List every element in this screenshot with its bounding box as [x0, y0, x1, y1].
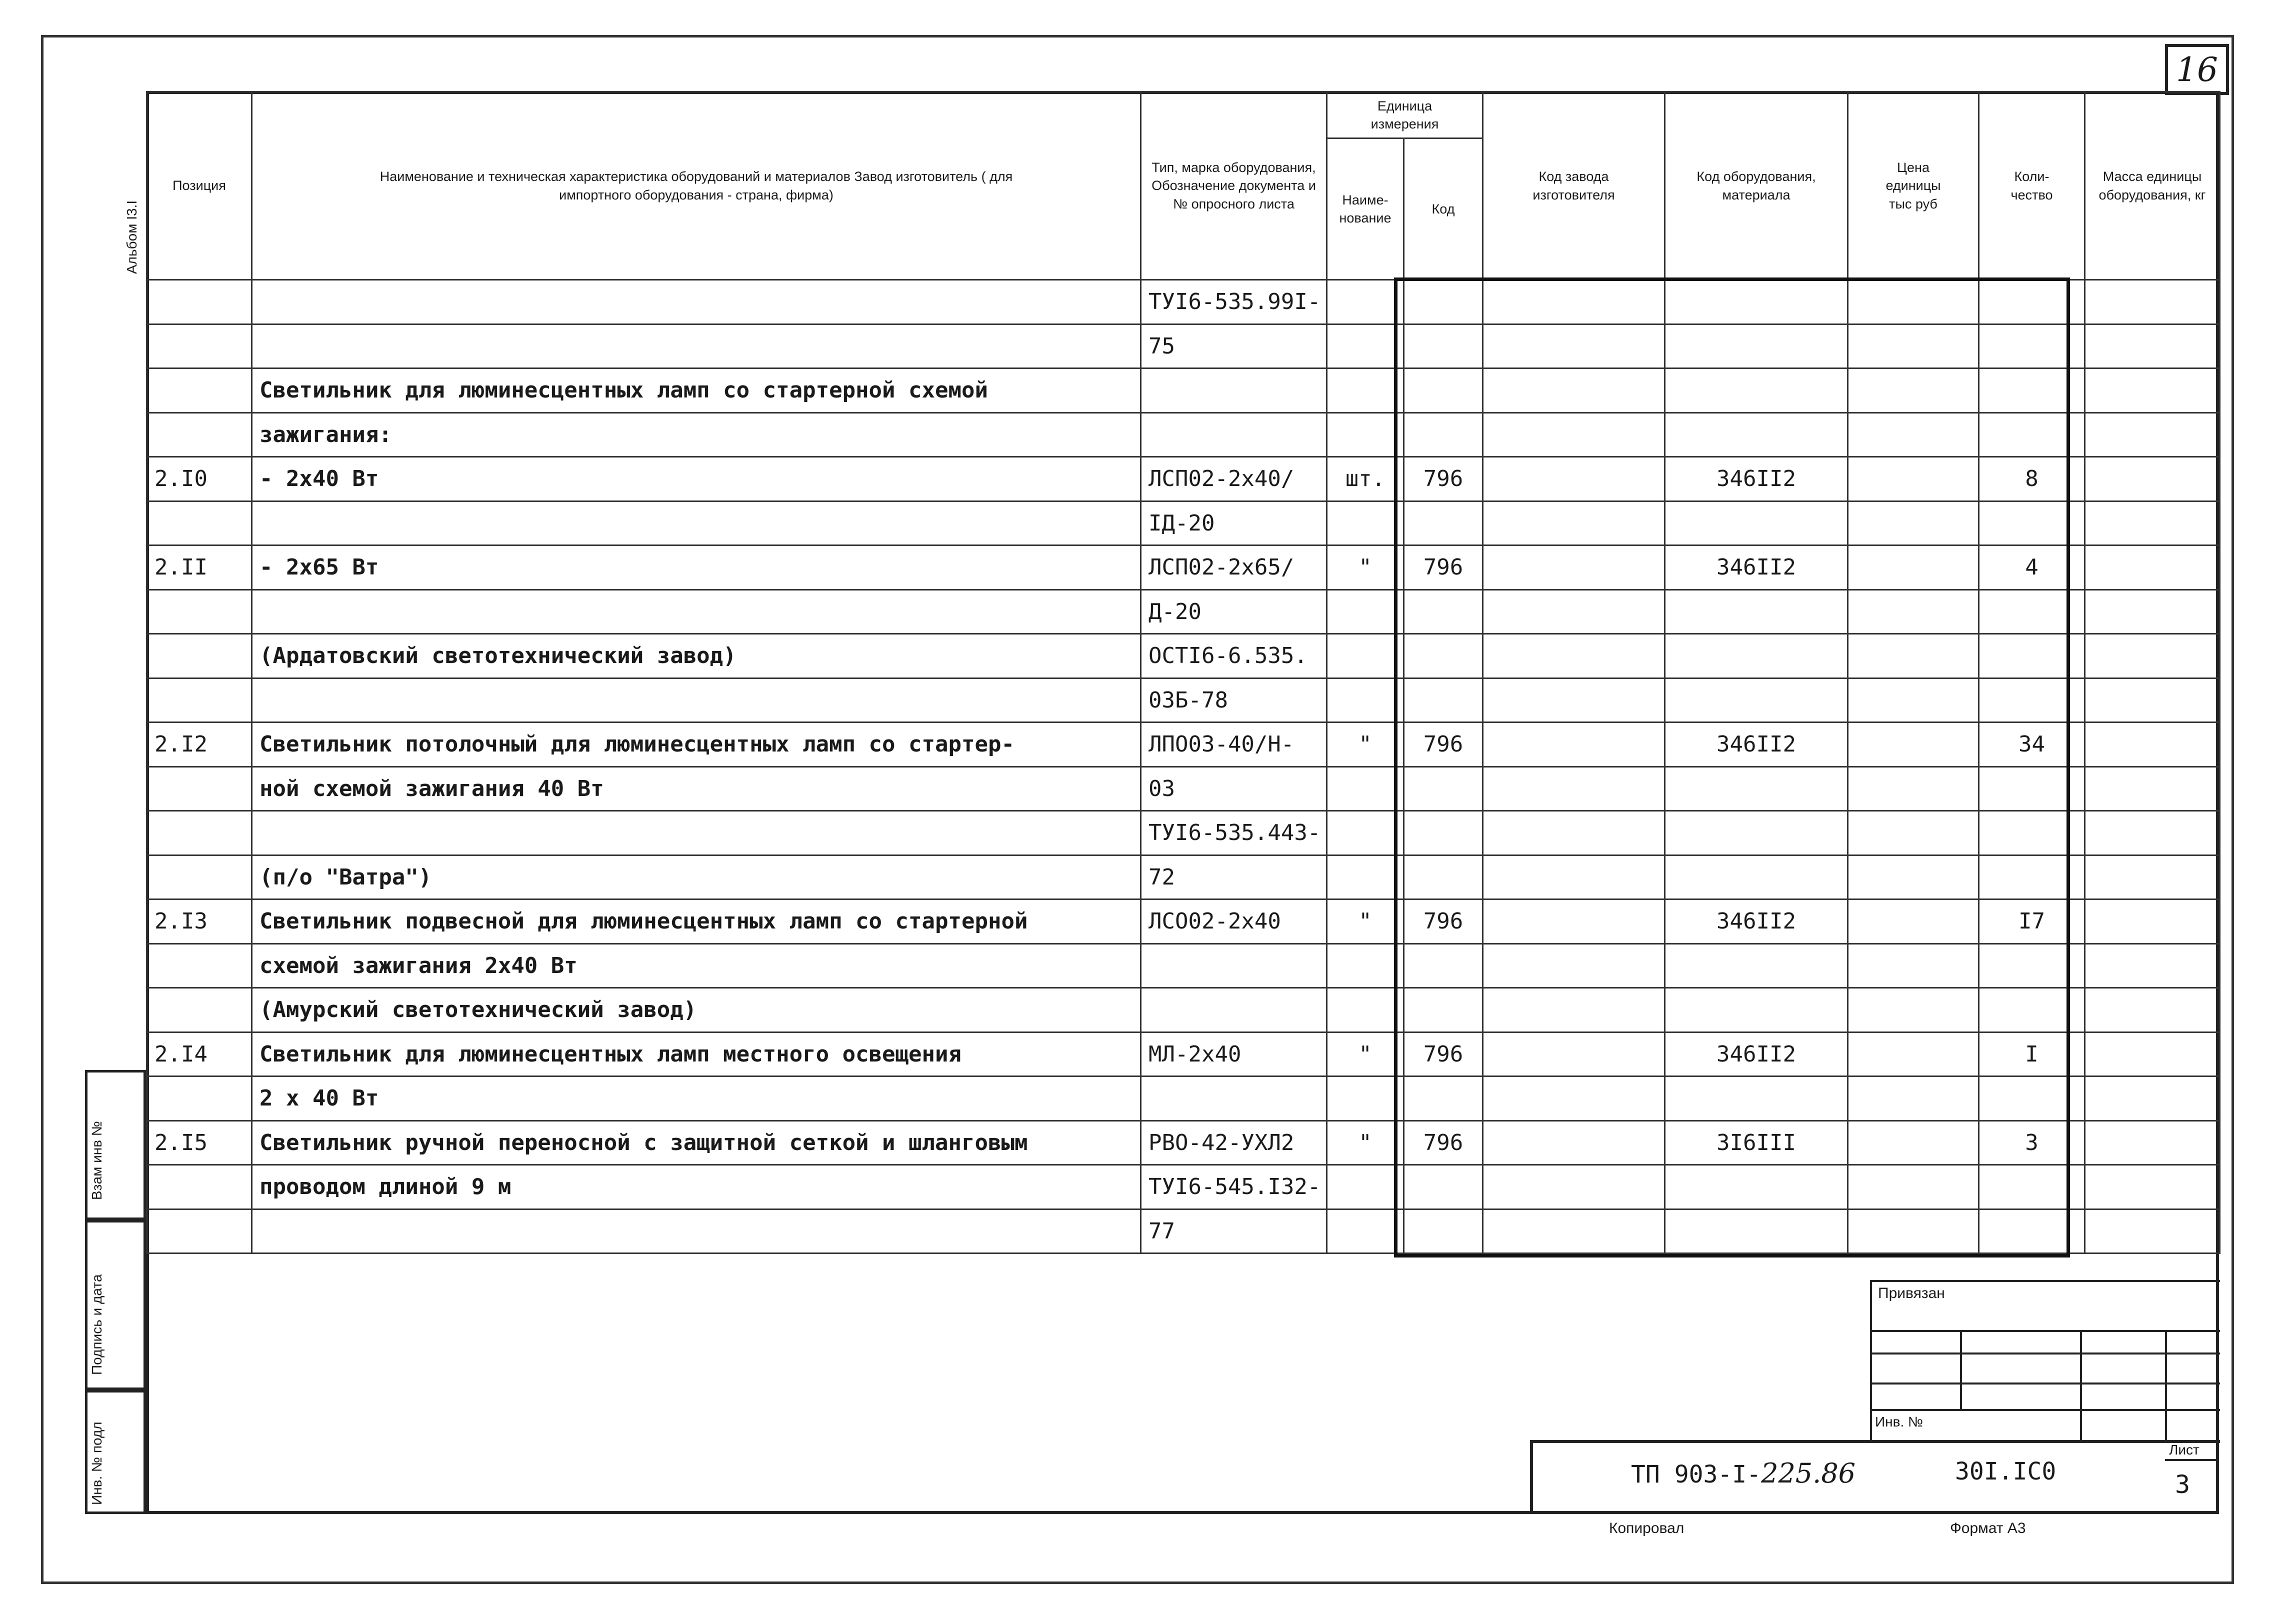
row-equipment-code — [1665, 1209, 1848, 1254]
header-unit-code: Код — [1432, 201, 1455, 216]
row-type: 77 — [1141, 1209, 1327, 1254]
row-equipment-code — [1665, 855, 1848, 900]
row-position: 2.I5 — [147, 1120, 252, 1165]
inv-podl-label: Инв. № подл — [89, 1422, 104, 1505]
row-price — [1848, 988, 1979, 1032]
row-position — [147, 988, 252, 1032]
row-price — [1848, 1120, 1979, 1165]
row-position — [147, 944, 252, 988]
row-unit-name: " — [1327, 900, 1404, 944]
row-factory-code — [1483, 855, 1665, 900]
table-row — [147, 501, 2220, 546]
row-quantity — [1979, 590, 2085, 634]
row-type: 03Б-78 — [1141, 678, 1327, 722]
row-mass — [2085, 457, 2220, 502]
row-position — [147, 368, 252, 413]
row-equipment-code — [1665, 324, 1848, 368]
row-factory-code — [1483, 501, 1665, 546]
table-row — [147, 1165, 2220, 1210]
row-mass — [2085, 855, 2220, 900]
row-name: зажигания: — [252, 412, 1141, 457]
row-quantity — [1979, 280, 2085, 324]
table-row — [147, 900, 2220, 944]
row-mass — [2085, 900, 2220, 944]
row-unit-code: 796 — [1404, 457, 1483, 502]
row-type: IД-20 — [1141, 501, 1327, 546]
row-type: ТУI6-535.443- — [1141, 811, 1327, 856]
row-type — [1141, 1076, 1327, 1121]
row-equipment-code: 346II2 — [1665, 900, 1848, 944]
row-quantity — [1979, 412, 2085, 457]
row-equipment-code: 346II2 — [1665, 1032, 1848, 1076]
row-type: РВО-42-УХЛ2 — [1141, 1120, 1327, 1165]
row-factory-code — [1483, 634, 1665, 678]
row-mass — [2085, 1209, 2220, 1254]
row-equipment-code — [1665, 412, 1848, 457]
row-unit-name — [1327, 1165, 1404, 1210]
row-equipment-code: 346II2 — [1665, 722, 1848, 767]
header-price: Цена единицы тыс руб — [1848, 92, 1979, 280]
row-equipment-code — [1665, 634, 1848, 678]
row-unit-name: " — [1327, 1032, 1404, 1076]
row-mass — [2085, 811, 2220, 856]
row-mass — [2085, 590, 2220, 634]
row-name: - 2х40 Вт — [252, 457, 1141, 502]
table-row — [147, 1209, 2220, 1254]
header-quantity: Коли-чество — [1979, 92, 2085, 280]
row-price — [1848, 280, 1979, 324]
row-mass — [2085, 368, 2220, 413]
row-type: ТУI6-545.I32- — [1141, 1165, 1327, 1210]
row-price — [1848, 811, 1979, 856]
row-position — [147, 766, 252, 811]
row-name: ной схемой зажигания 40 Вт — [252, 766, 1141, 811]
row-unit-name — [1327, 855, 1404, 900]
row-position — [147, 1209, 252, 1254]
row-position — [147, 280, 252, 324]
table-row — [147, 546, 2220, 590]
row-price — [1848, 412, 1979, 457]
row-type: Д-20 — [1141, 590, 1327, 634]
row-unit-code — [1404, 590, 1483, 634]
row-quantity — [1979, 1165, 2085, 1210]
row-mass — [2085, 722, 2220, 767]
row-unit-name — [1327, 1076, 1404, 1121]
row-price — [1848, 766, 1979, 811]
row-unit-code — [1404, 1076, 1483, 1121]
row-type: ЛСО02-2х40 — [1141, 900, 1327, 944]
table-row — [147, 988, 2220, 1032]
row-position — [147, 1076, 252, 1121]
row-unit-code — [1404, 678, 1483, 722]
doc-suffix: 30I.IC0 — [1955, 1458, 2056, 1486]
row-name — [252, 501, 1141, 546]
row-unit-name — [1327, 944, 1404, 988]
table-row — [147, 412, 2220, 457]
row-unit-code: 796 — [1404, 722, 1483, 767]
row-price — [1848, 678, 1979, 722]
table-row — [147, 590, 2220, 634]
row-factory-code — [1483, 1120, 1665, 1165]
row-unit-code: 796 — [1404, 900, 1483, 944]
row-name — [252, 324, 1141, 368]
header-unit-name: Наиме-нование — [1328, 139, 1404, 279]
row-factory-code — [1483, 766, 1665, 811]
row-type — [1141, 988, 1327, 1032]
row-quantity: 34 — [1979, 722, 2085, 767]
row-unit-code — [1404, 634, 1483, 678]
row-quantity — [1979, 634, 2085, 678]
row-quantity — [1979, 855, 2085, 900]
row-price — [1848, 1032, 1979, 1076]
row-type: МЛ-2х40 — [1141, 1032, 1327, 1076]
row-price — [1848, 368, 1979, 413]
row-position — [147, 678, 252, 722]
row-unit-name — [1327, 501, 1404, 546]
row-factory-code — [1483, 457, 1665, 502]
header-equipment-code: Код оборудования, материала — [1665, 92, 1848, 280]
row-unit-name — [1327, 368, 1404, 413]
row-mass — [2085, 546, 2220, 590]
row-equipment-code: 346II2 — [1665, 546, 1848, 590]
list-number: 3 — [2175, 1470, 2190, 1499]
row-unit-code: 796 — [1404, 546, 1483, 590]
row-type — [1141, 944, 1327, 988]
table-row — [147, 368, 2220, 413]
list-label: Лист — [2169, 1442, 2200, 1458]
row-position — [147, 501, 252, 546]
row-name: (Ардатовский светотехнический завод) — [252, 634, 1141, 678]
row-name: 2 х 40 Вт — [252, 1076, 1141, 1121]
row-name: Светильник потолочный для люминесцентных ламп со стартер- — [252, 722, 1141, 767]
specification-table — [146, 91, 2220, 1254]
row-factory-code — [1483, 988, 1665, 1032]
row-quantity: I — [1979, 1032, 2085, 1076]
row-name: Светильник ручной переносной с защитной сеткой и шланговым — [252, 1120, 1141, 1165]
row-unit-name — [1327, 590, 1404, 634]
inv-no-label: Инв. № — [1875, 1414, 1924, 1430]
table-header-row — [147, 92, 2220, 280]
row-price — [1848, 722, 1979, 767]
row-unit-name — [1327, 988, 1404, 1032]
row-name — [252, 280, 1141, 324]
row-name: проводом длиной 9 м — [252, 1165, 1141, 1210]
row-mass — [2085, 1120, 2220, 1165]
row-unit-code — [1404, 280, 1483, 324]
format-label: Формат А3 — [1950, 1520, 2026, 1536]
row-quantity — [1979, 1209, 2085, 1254]
header-position: Позиция — [147, 92, 252, 280]
row-mass — [2085, 412, 2220, 457]
row-name: Светильник для люминесцентных ламп местного освещения — [252, 1032, 1141, 1076]
row-equipment-code — [1665, 501, 1848, 546]
row-quantity — [1979, 1076, 2085, 1121]
row-unit-name — [1327, 1209, 1404, 1254]
copied-label: Копировал — [1609, 1520, 1684, 1536]
row-unit-name — [1327, 678, 1404, 722]
row-equipment-code — [1665, 368, 1848, 413]
row-mass — [2085, 1076, 2220, 1121]
row-position: 2.II — [147, 546, 252, 590]
row-unit-name: " — [1327, 1120, 1404, 1165]
row-type: ОСТI6-6.535. — [1141, 634, 1327, 678]
header-unit-title: Единица измерения — [1328, 92, 1482, 139]
row-price — [1848, 546, 1979, 590]
row-factory-code — [1483, 324, 1665, 368]
row-factory-code — [1483, 1076, 1665, 1121]
row-type — [1141, 412, 1327, 457]
row-unit-name: " — [1327, 722, 1404, 767]
table-row — [147, 944, 2220, 988]
row-mass — [2085, 1032, 2220, 1076]
podpis-data-label: Подпись и дата — [89, 1274, 104, 1375]
row-price — [1848, 1165, 1979, 1210]
row-equipment-code — [1665, 1165, 1848, 1210]
row-unit-code — [1404, 501, 1483, 546]
row-position — [147, 811, 252, 856]
row-quantity — [1979, 988, 2085, 1032]
row-price — [1848, 457, 1979, 502]
row-factory-code — [1483, 722, 1665, 767]
row-mass — [2085, 988, 2220, 1032]
row-type: 03 — [1141, 766, 1327, 811]
row-unit-code — [1404, 766, 1483, 811]
row-price — [1848, 590, 1979, 634]
row-unit-code — [1404, 1209, 1483, 1254]
row-name: Светильник подвесной для люминесцентных ламп со стартерной — [252, 900, 1141, 944]
row-position — [147, 324, 252, 368]
table-row — [147, 280, 2220, 324]
table-row — [147, 1120, 2220, 1165]
row-quantity: 8 — [1979, 457, 2085, 502]
row-quantity — [1979, 944, 2085, 988]
row-unit-name: " — [1327, 546, 1404, 590]
row-equipment-code — [1665, 1076, 1848, 1121]
row-equipment-code: 346II2 — [1665, 457, 1848, 502]
row-mass — [2085, 634, 2220, 678]
row-type — [1141, 368, 1327, 413]
row-equipment-code — [1665, 280, 1848, 324]
header-unit-group — [1327, 92, 1483, 280]
row-mass — [2085, 678, 2220, 722]
table-row — [147, 1076, 2220, 1121]
row-quantity: 4 — [1979, 546, 2085, 590]
row-mass — [2085, 944, 2220, 988]
row-quantity — [1979, 501, 2085, 546]
table-row — [147, 766, 2220, 811]
doc-code-handwritten: 225.86 — [1761, 1458, 1856, 1489]
row-unit-code — [1404, 412, 1483, 457]
row-unit-code — [1404, 988, 1483, 1032]
row-name: схемой зажигания 2х40 Вт — [252, 944, 1141, 988]
header-type: Тип, марка оборудования, Обозначение документа и № опросного листа — [1141, 92, 1327, 280]
row-equipment-code — [1665, 590, 1848, 634]
table-row — [147, 722, 2220, 767]
row-position — [147, 590, 252, 634]
row-name — [252, 1209, 1141, 1254]
row-equipment-code — [1665, 766, 1848, 811]
row-price — [1848, 944, 1979, 988]
row-position: 2.I2 — [147, 722, 252, 767]
row-name: - 2х65 Вт — [252, 546, 1141, 590]
row-unit-name: шт. — [1327, 457, 1404, 502]
row-unit-code — [1404, 324, 1483, 368]
table-row — [147, 457, 2220, 502]
row-quantity: I7 — [1979, 900, 2085, 944]
row-equipment-code — [1665, 678, 1848, 722]
row-factory-code — [1483, 412, 1665, 457]
row-factory-code — [1483, 368, 1665, 413]
row-unit-name — [1327, 280, 1404, 324]
row-quantity — [1979, 368, 2085, 413]
row-price — [1848, 501, 1979, 546]
row-unit-name — [1327, 324, 1404, 368]
row-factory-code — [1483, 280, 1665, 324]
row-unit-code — [1404, 1165, 1483, 1210]
row-name — [252, 590, 1141, 634]
row-unit-code — [1404, 944, 1483, 988]
privyazan-label: Привязан — [1878, 1285, 1945, 1302]
header-name: Наименование и техническая характеристика оборудований и материалов Завод изготовитель ( для импортного оборудования - страна, фирма) — [252, 92, 1141, 280]
table-row — [147, 855, 2220, 900]
row-position — [147, 412, 252, 457]
row-quantity — [1979, 811, 2085, 856]
row-mass — [2085, 1165, 2220, 1210]
row-price — [1848, 324, 1979, 368]
row-type: 72 — [1141, 855, 1327, 900]
row-type: ТУI6-535.99I- — [1141, 280, 1327, 324]
row-unit-name — [1327, 634, 1404, 678]
row-factory-code — [1483, 1209, 1665, 1254]
table-row — [147, 1032, 2220, 1076]
row-type: ЛСП02-2х40/ — [1141, 457, 1327, 502]
row-unit-name — [1327, 412, 1404, 457]
row-name: (Амурский светотехнический завод) — [252, 988, 1141, 1032]
row-unit-name — [1327, 811, 1404, 856]
row-equipment-code — [1665, 944, 1848, 988]
row-equipment-code — [1665, 988, 1848, 1032]
doc-code-printed: ТП 903-I- — [1631, 1460, 1762, 1488]
row-factory-code — [1483, 900, 1665, 944]
row-name: (п/о "Ватра") — [252, 855, 1141, 900]
row-unit-name — [1327, 766, 1404, 811]
table-row — [147, 324, 2220, 368]
row-factory-code — [1483, 1165, 1665, 1210]
row-mass — [2085, 501, 2220, 546]
row-position — [147, 855, 252, 900]
header-factory-code: Код завода изготовителя — [1483, 92, 1665, 280]
row-unit-code: 796 — [1404, 1120, 1483, 1165]
table-row — [147, 811, 2220, 856]
row-unit-code: 796 — [1404, 1032, 1483, 1076]
row-name — [252, 811, 1141, 856]
row-price — [1848, 1209, 1979, 1254]
row-price — [1848, 855, 1979, 900]
row-price — [1848, 1076, 1979, 1121]
row-factory-code — [1483, 678, 1665, 722]
row-type: ЛПО03-40/Н- — [1141, 722, 1327, 767]
row-unit-code — [1404, 368, 1483, 413]
row-unit-code — [1404, 811, 1483, 856]
row-factory-code — [1483, 1032, 1665, 1076]
row-position: 2.I4 — [147, 1032, 252, 1076]
sheet-corner-number: 16 — [2165, 44, 2229, 95]
row-quantity — [1979, 766, 2085, 811]
table-row — [147, 634, 2220, 678]
row-factory-code — [1483, 811, 1665, 856]
row-quantity: 3 — [1979, 1120, 2085, 1165]
row-factory-code — [1483, 590, 1665, 634]
row-factory-code — [1483, 546, 1665, 590]
row-price — [1848, 900, 1979, 944]
doc-code — [1631, 1458, 1856, 1489]
table-row — [147, 678, 2220, 722]
row-position: 2.I3 — [147, 900, 252, 944]
row-quantity — [1979, 324, 2085, 368]
header-mass: Масса единицы оборудования, кг — [2085, 92, 2220, 280]
row-mass — [2085, 280, 2220, 324]
album-label: Альбом I3.I — [124, 200, 140, 274]
row-type: ЛСП02-2х65/ — [1141, 546, 1327, 590]
row-unit-code — [1404, 855, 1483, 900]
row-name — [252, 678, 1141, 722]
row-position: 2.I0 — [147, 457, 252, 502]
row-quantity — [1979, 678, 2085, 722]
row-mass — [2085, 766, 2220, 811]
row-name: Светильник для люминесцентных ламп со стартерной схемой — [252, 368, 1141, 413]
row-position — [147, 1165, 252, 1210]
row-mass — [2085, 324, 2220, 368]
row-position — [147, 634, 252, 678]
row-type: 75 — [1141, 324, 1327, 368]
row-price — [1848, 634, 1979, 678]
vzam-inv-label: Взам инв № — [89, 1121, 104, 1200]
row-factory-code — [1483, 944, 1665, 988]
row-equipment-code: 3I6III — [1665, 1120, 1848, 1165]
row-equipment-code — [1665, 811, 1848, 856]
